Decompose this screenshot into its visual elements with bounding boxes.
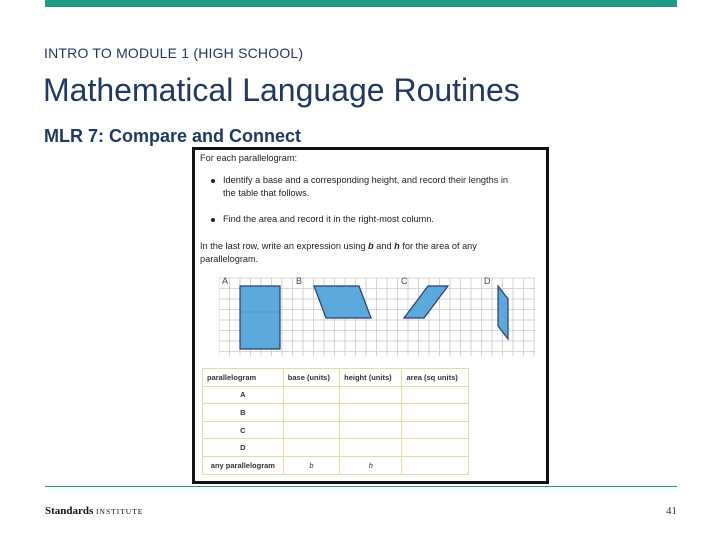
- table-header-cell: base (units): [283, 369, 339, 387]
- table-cell: [340, 386, 402, 404]
- parallelogram-c: [404, 286, 448, 318]
- page-subtitle: MLR 7: Compare and Connect: [44, 126, 302, 146]
- table-cell: [402, 439, 469, 457]
- area-table: [202, 368, 469, 475]
- task-panel: [192, 147, 549, 484]
- table-row-label: A: [203, 386, 284, 404]
- table-cell: [283, 404, 339, 422]
- table-cell: [283, 386, 339, 404]
- table-row-label: D: [203, 439, 284, 457]
- table-row-any: [203, 456, 469, 474]
- shape-label-a: A: [222, 276, 229, 286]
- parallelogram-b: [314, 286, 371, 318]
- parallelogram-d: [498, 286, 508, 339]
- table-header-cell: parallelogram: [203, 369, 284, 387]
- table-cell: [283, 439, 339, 457]
- table-row: [203, 404, 469, 422]
- table-cell-base: b: [283, 456, 339, 474]
- table-cell-height: h: [340, 456, 402, 474]
- table-header-cell: height (units): [340, 369, 402, 387]
- shape-label-d: D: [484, 276, 491, 286]
- institute-logo: Standards INSTITUTE: [45, 505, 144, 517]
- table-cell: [402, 404, 469, 422]
- bullet-dot: [211, 179, 215, 183]
- parallelogram-grid: [219, 274, 535, 360]
- table-cell: [402, 386, 469, 404]
- table-row: [203, 439, 469, 457]
- task-last-row-instruction: In the last row, write an expression using b and h for the area of any: [200, 241, 477, 251]
- module-label: INTRO TO MODULE 1 (HIGH SCHOOL): [44, 45, 304, 61]
- page-title: Mathematical Language Routines: [43, 72, 520, 108]
- top-accent-bar: [45, 0, 677, 7]
- table-row-label: C: [203, 421, 284, 439]
- task-bullet-1b: the table that follows.: [223, 188, 310, 198]
- bullet-dot: [211, 218, 215, 222]
- task-last-row-instruction-2: parallelogram.: [200, 254, 259, 264]
- table-cell: [340, 404, 402, 422]
- footer-divider: [45, 486, 677, 487]
- table-cell: [340, 439, 402, 457]
- parallelogram-a: [240, 286, 280, 349]
- table-row: [203, 386, 469, 404]
- table-header-row: [203, 369, 469, 387]
- table-row-label: any parallelogram: [203, 456, 284, 474]
- task-bullet-1a: Identify a base and a corresponding height, and record their lengths in: [223, 175, 509, 185]
- table-cell: [283, 421, 339, 439]
- table-row: [203, 421, 469, 439]
- table-cell: [402, 456, 469, 474]
- task-bullet-2: Find the area and record it in the right-most column.: [223, 214, 434, 224]
- page-number: 41: [666, 505, 677, 517]
- table-row-label: B: [203, 404, 284, 422]
- table-header-cell: area (sq units): [402, 369, 469, 387]
- shape-label-b: B: [296, 276, 303, 286]
- table-cell: [340, 421, 402, 439]
- table-cell: [402, 421, 469, 439]
- shape-label-c: C: [401, 276, 408, 286]
- task-intro: For each parallelogram:: [200, 153, 298, 163]
